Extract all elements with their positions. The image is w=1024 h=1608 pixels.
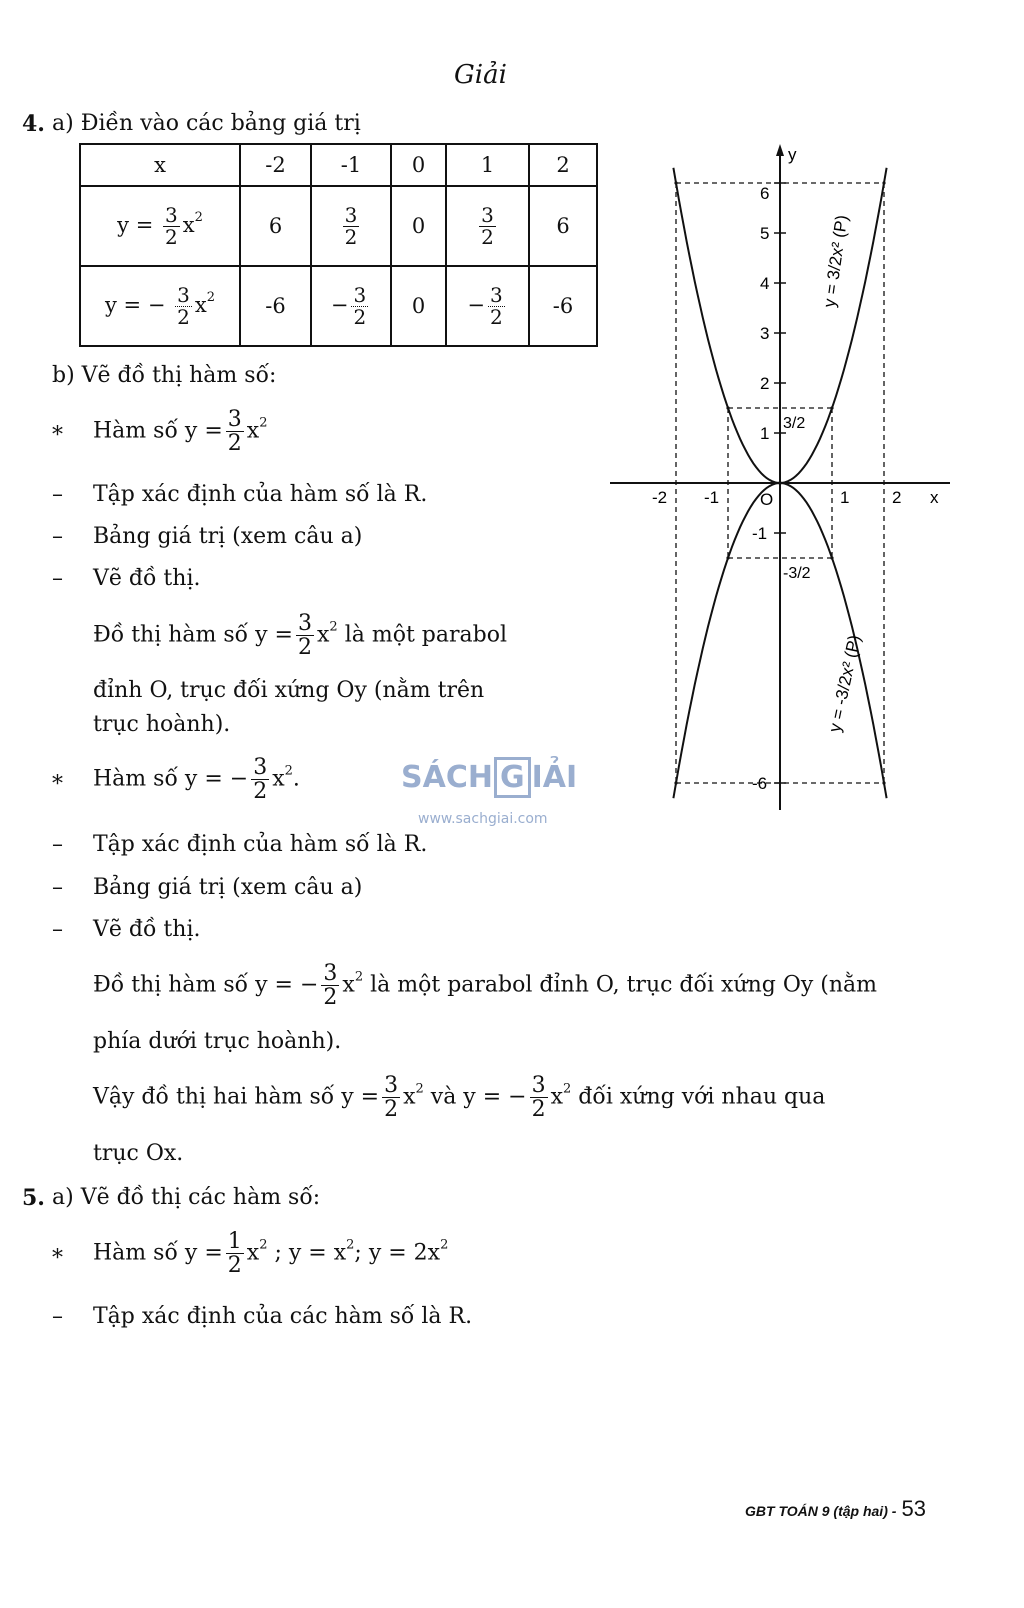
draw-line-1: Vẽ đồ thị.	[93, 566, 201, 591]
series-label-upper: y = 3/2x² (P)	[819, 213, 852, 309]
table-header-cell: 2	[529, 144, 597, 186]
parabola-chart	[605, 140, 965, 820]
x-tick-label: -2	[652, 488, 668, 507]
data-point	[674, 181, 677, 184]
table-row	[80, 186, 597, 266]
exercise-4a-instruction: a) Điền vào các bảng giá trị	[52, 111, 361, 136]
y-axis-arrow	[776, 144, 784, 156]
domain-line-2: Tập xác định của hàm số là R.	[93, 832, 428, 857]
table-row	[80, 266, 597, 346]
exercise-5-number: 5.	[22, 1185, 45, 1211]
table-ref-line-1: Bảng giá trị (xem câu a)	[93, 524, 363, 549]
function-2-line: Hàm số y = − $\frac{3}{2}$ $x^2$.	[93, 755, 300, 805]
table-row-label: y = − $\frac{3}{2}$ $x^2$	[80, 266, 240, 346]
draw-line-2: Vẽ đồ thị.	[93, 917, 201, 942]
bullet-star: *	[52, 1246, 63, 1271]
table-header-cell: 0	[391, 144, 446, 186]
exercise-4b-instruction: b) Vẽ đồ thị hàm số:	[52, 363, 277, 388]
table-header-cell: -2	[240, 144, 311, 186]
y-tick-label: 5	[760, 224, 770, 243]
data-point	[830, 406, 833, 409]
data-point	[830, 556, 833, 559]
x-tick-label: -1	[704, 488, 720, 507]
page-number: 53	[901, 1496, 926, 1521]
y-tick-label: -1	[752, 524, 768, 543]
bullet-star: *	[52, 772, 63, 797]
page-footer: GBT TOÁN 9 (tập hai) - 53	[745, 1496, 926, 1521]
watermark-url: www.sachgiai.com	[418, 811, 548, 827]
y-tick-label: 4	[760, 274, 770, 293]
watermark-logo: SÁCH G IẢI	[401, 757, 577, 798]
bullet-dash: –	[52, 524, 63, 549]
series-label-lower: y = -3/2x² (P)	[825, 633, 865, 734]
table-cell: 0	[391, 186, 446, 266]
domain-line-1: Tập xác định của hàm số là R.	[93, 482, 428, 507]
point-label-lower: -3/2	[783, 565, 811, 582]
conclusion-line: Vậy đồ thị hai hàm số y = $\frac{3}{2}$ $x^2$ và y = − $\frac{3}{2}$ $x^2$ đối xứng với nhau qua	[93, 1073, 826, 1123]
exercise-4-number: 4.	[22, 111, 45, 137]
bullet-dash: –	[52, 917, 63, 942]
values-table	[79, 143, 598, 347]
table-cell: 6	[240, 186, 311, 266]
conclusion-line-end: trục Ox.	[93, 1141, 184, 1166]
data-point	[882, 781, 885, 784]
point-label-upper: 3/2	[783, 415, 806, 432]
page-heading: Giải	[454, 60, 507, 90]
graph-2-description: Đồ thị hàm số y = − $\frac{3}{2}$ $x^2$ là một parabol đỉnh O, trục đối xứng Oy (nằm	[93, 961, 878, 1011]
table-header-row	[80, 144, 597, 186]
function-1-line: Hàm số y = $\frac{3}{2}$ $x^2$	[93, 407, 268, 457]
graph-1-description-cont: đỉnh O, trục đối xứng Oy (nằm trên	[93, 678, 485, 703]
bullet-star: *	[52, 423, 63, 448]
y-tick-label: 6	[760, 184, 770, 203]
fraction: $\frac{3}{2}$	[164, 202, 178, 249]
data-point	[882, 181, 885, 184]
graph-1-description-end: trục hoành).	[93, 712, 231, 737]
fraction: $\frac{3}{2}$	[177, 282, 190, 329]
data-point	[726, 556, 729, 559]
table-cell: 0	[391, 266, 446, 346]
table-cell: $\frac{3}{2}$	[311, 186, 391, 266]
bullet-dash: –	[52, 566, 63, 591]
bullet-dash: –	[52, 832, 63, 857]
y-tick-label: 2	[760, 374, 770, 393]
x-axis-label: x	[930, 488, 939, 507]
table-cell: -6	[240, 266, 311, 346]
data-point	[674, 781, 677, 784]
exercise-5a-instruction: a) Vẽ đồ thị các hàm số:	[52, 1185, 321, 1210]
x-tick-label: 1	[840, 488, 850, 507]
x-tick-label: 2	[892, 488, 902, 507]
bullet-dash: –	[52, 875, 63, 900]
table-cell: 6	[529, 186, 597, 266]
y-axis-label: y	[788, 145, 797, 164]
table-cell: − $\frac{3}{2}$	[311, 266, 391, 346]
domain-line-3: Tập xác định của các hàm số là R.	[93, 1304, 473, 1329]
bullet-dash: –	[52, 482, 63, 507]
table-cell: − $\frac{3}{2}$	[446, 266, 529, 346]
table-cell: $\frac{3}{2}$	[446, 186, 529, 266]
data-point	[726, 406, 729, 409]
table-header-cell: -1	[311, 144, 391, 186]
y-tick-label: 3	[760, 324, 770, 343]
y-tick-label: 1	[760, 424, 770, 443]
table-header-cell: 1	[446, 144, 529, 186]
graph-1-description: Đồ thị hàm số y = $\frac{3}{2}$ $x^2$ là một parabol	[93, 611, 507, 661]
exercise-5-functions: Hàm số y = $\frac{1}{2}$ $x^2$ ; $y = x^2$; $y = 2x^2$	[93, 1229, 449, 1279]
table-ref-line-2: Bảng giá trị (xem câu a)	[93, 875, 363, 900]
table-header-x: x	[80, 144, 240, 186]
y-tick-label: -6	[752, 774, 768, 793]
table-cell: -6	[529, 266, 597, 346]
table-row-label: y = $\frac{3}{2}$ $x^2$	[80, 186, 240, 266]
data-point	[778, 481, 781, 484]
graph-2-description-end: phía dưới trục hoành).	[93, 1029, 342, 1054]
origin-label: O	[760, 490, 774, 509]
bullet-dash: –	[52, 1304, 63, 1329]
